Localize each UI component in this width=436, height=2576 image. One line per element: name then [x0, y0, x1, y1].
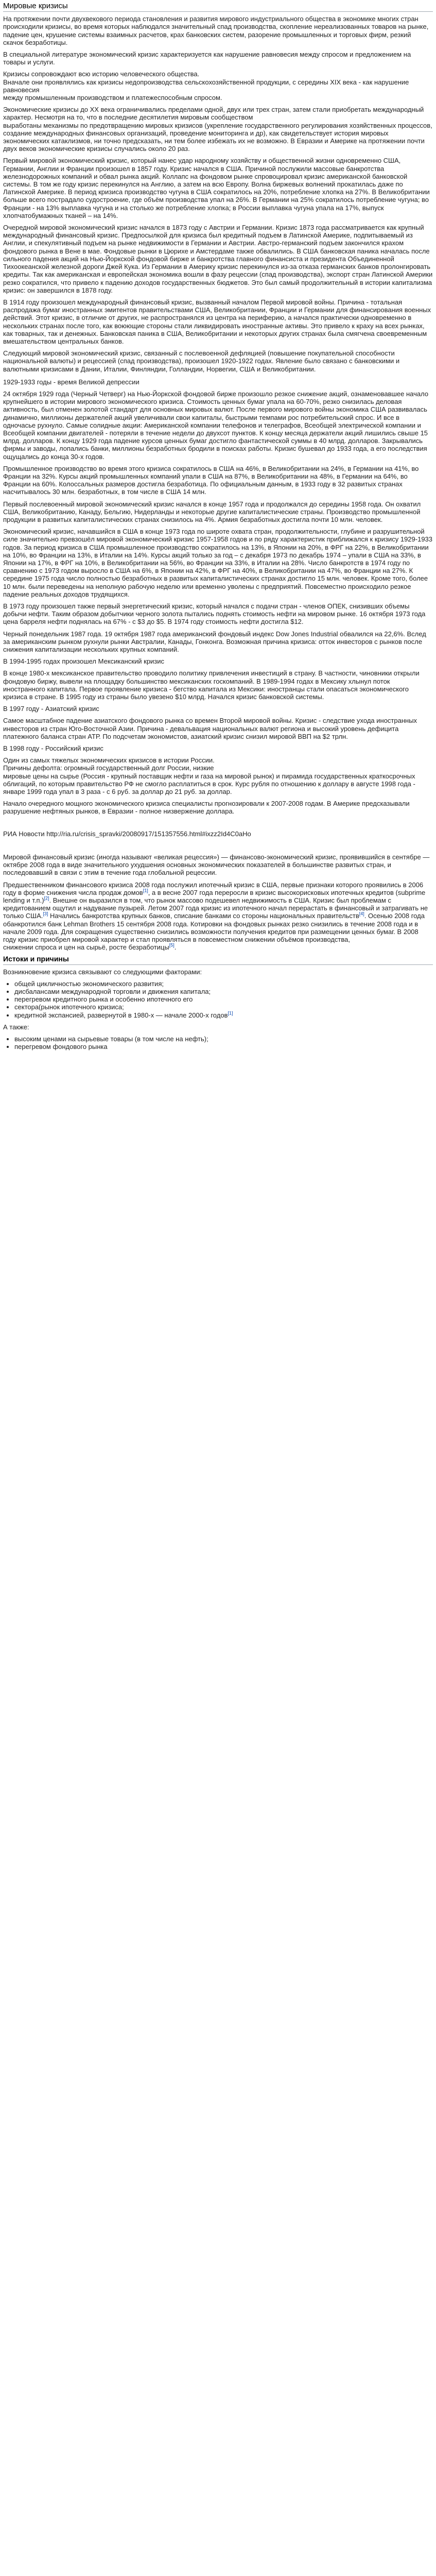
- footnote-ref[interactable]: [4]: [359, 911, 364, 917]
- paragraph: В 1914 году произошел международный финансовый кризис, вызванный началом Первой мировой войны. Причина - тотальная распродажа бумаг иностранных эмитентов правительствами США, Великобритании, Франции и Германии для финансирования военных действий. Этот кризис, в отличие от других, не распространялся из центра на периферию, а начался практически одновременно в нескольких странах после того, как воюющие стороны стали ликвидировать иностранные активы. Это привело к краху на всех рынках, как товарных, так и денежных. Банковская паника в США, Великобритании и некоторых других странах была смягчена своевременным вмешательством центральных банков.: [3, 298, 431, 345]
- paragraph: Экономический кризис, начавшийся в США в конце 1973 года по широте охвата стран, продолжительности, глубине и разрушительной силе значительно превзошёл мировой экономический кризис 1957-1958 годов и по ряду характеристик приближался к кризису 1929-1933 годов. За период кризиса в США промышленное производство сократилось на 13%, в Японии на 20%, в ФРГ на 22%, в Великобритании на 10%, во Франции на 13%, в Италии на 14%. Курсы акций только за год – с декабря 1973 по декабрь 1974 – упали в США на 33%, в Японии на 17%, в ФРГ на 10%, в Великобритании на 56%, во Франции на 33%, в Италии на 28%. Число банкротств в 1974 году по сравнению с 1973 годом выросло в США на 6%, в Японии на 42%, в ФРГ на 40%, в Великобритании на 47%, во Франции на 27%. К середине 1975 года число полностью безработных в развитых капиталистических странах достигло 15 млн. человек. Кроме того, более 10 млн. были переведены на неполную рабочую неделю или временно уволены с предприятий. Повсеместно происходило резкое падение реальных доходов трудящихся.: [3, 528, 433, 598]
- footnote-ref[interactable]: [1]: [143, 888, 148, 893]
- paragraph: Один из самых тяжелых экономических кризисов в истории России. Причины дефолта: огромный государственный долг России, низкие мировые цены на сырье (Россия - крупный поставщик нефти и газа на мировой рынок) и пирамида государственных краткосрочных облигаций, по которым правительство РФ не смогло расплатиться в срок. Курс рубля по отношению к доллару в августе 1998 года - январе 1999 года упал в 3 раза - с 6 руб. за доллар до 21 руб. за доллар.: [3, 756, 415, 796]
- also-intro: А также:: [3, 1023, 29, 1031]
- paragraph: В 1997 году - Азиатский кризис: [3, 705, 99, 713]
- footnote-ref[interactable]: [1]: [228, 1010, 233, 1016]
- list-item: • высоким ценами на сырьевые товары (в том числе на нефть);: [14, 1035, 433, 1043]
- list-item: • сектора(рынок ипотечного кризиса;: [14, 1003, 433, 1011]
- paragraph: В 1998 году - Российский кризис: [3, 744, 103, 753]
- list-item: • перегревом кредитного рынка и особенно ипотечного его: [14, 995, 433, 1003]
- paragraph-with-footnotes: [3, 881, 433, 952]
- section-heading: Истоки и причины: [3, 955, 433, 964]
- footnote-ref[interactable]: [3]: [43, 911, 48, 917]
- section-subtitle-great-depression: 1929-1933 годы - время Великой депрессии: [3, 378, 139, 386]
- list-item: • перегревом фондового рынка: [14, 1043, 433, 1050]
- paragraph: На протяжении почти двухвекового периода становления и развития мирового индустриального общества в экономике многих стран происходили кризисы, во время которых наблюдался значительный спад производства, скопление нереализованных товаров на рынке, падение цен, крушение системы взаимных расчетов, крах банковских систем, разорение промышленных и торговых фирм, резкий скачок безработицы.: [3, 15, 429, 46]
- source-link[interactable]: РИА Новости http://ria.ru/crisis_spravki/20080917/151357556.html#ixzz2Id4C0aHo: [3, 829, 251, 838]
- page-title: Мировые кризисы: [3, 2, 433, 12]
- article-body-part2: [3, 390, 433, 816]
- paragraph: Кризисы сопровождают всю историю человеческого общества. Вначале они проявлялись как кризисы недопроизводства сельскохозяйственной продукции, с середины XIX века - как нарушение равновесия между промышленным производством и платежеспособным спросом.: [3, 70, 409, 102]
- paragraph: В конце 1980-х мексиканское правительство проводило политику привлечения инвестиций в страну. В частности, чиновники открыли фондовую биржу, вывели на площадку большинство мексиканских госкомпаний. В 1989-1994 годах в Мексику хлынул поток иностранного капитала. Первое проявление кризиса - бегство капитала из Мексики: иностранцы стали опасаться экономического кризиса в стране. В 1995 году из страны было увезено $10 млрд. Начался кризис банковской системы.: [3, 669, 420, 701]
- paragraph: Самое масштабное падение азиатского фондового рынка со времен Второй мировой войны. Кризис - следствие ухода иностранных инвесторов из стран Юго-Восточной Азии. Причина - девальвация национальных валют региона и высокий уровень дефицита платежного баланса стран АТР. По подсчетам экономистов, азиатский кризис снизил мировой ВВП на $2 трлн.: [3, 717, 417, 740]
- paragraph: В 1994-1995 годах произошел Мексиканский кризис: [3, 657, 165, 666]
- paragraph-text: Предшественником финансового кризиса 2008 года послужил ипотечный кризис в США, первые признаки которого проявились в 2006 году в форме снижения числа продаж домов: [3, 880, 424, 896]
- paragraph: Первый мировой экономический кризис, который нанес удар народному хозяйству и общественной жизни одновременно США, Германии, Англии и Франции произошел в 1857 году. Кризис начался в США. Причиной послужили массовые банкротства железнодорожных компаний и обвал рынка акций. Коллапс на фондовом рынке спровоцировал кризис американской банковской системы. В том же году кризис перекинулся на Англию, а затем на всю Европу. Волна биржевых волнений прокатилась даже по Латинской Америке. В период кризиса производство чугуна в США сократилось на 20%, потребление хлопка на 27%. В Великобритании больше всего пострадало судостроение, где объём производства упал на 26%. В Германии на 25% сократилось потребление чугуна; во Франции - на 13% выплавка чугуна и на столько же потребление хлопка; в России выплавка чугуна упала на 17%, выпуск хлопчатобумажных тканей – на 14%.: [3, 157, 430, 219]
- also-list: [3, 1035, 433, 1050]
- list-item: • общей цикличностью экономического развития;: [14, 980, 433, 988]
- paragraph-text: .: [174, 943, 177, 952]
- paragraph: В 1973 году произошел также первый энергетический кризис, который начался с подачи стран - членов ОПЕК, снизивших объемы добычи нефти. Таким образом добытчики черного золота пытались поднять стоимость нефти на мировом рынке. 16 октября 1973 года цена барреля нефти поднялась на 67% - с $3 до $5. В 1974 году стоимость нефти достигла $12.: [3, 602, 426, 626]
- paragraph: 24 октября 1929 года (Черный Четверг) на Нью-Йоркской фондовой бирже произошло резкое снижение акций, ознаменовавшее начало крупнейшего в истории мирового экономического кризиса. Стоимость ценных бумаг упала на 60-70%, резко снизилась деловая активность, был отменен золотой стандарт для основных мировых валют. После первого мирового войны экономика США развивалась динамично, миллионы держателей акций увеличивали свои капиталы, быстрыми темпами рос потребительский спрос. И все в одночасье рухнуло. Самые солидные акции: Американской компании телефонов и телеграфов, Всеобщей электрической компании и Всеобщей компании двигателей - потеряли в течение недели до двухсот пунктов. К концу месяца держатели акций лишились свыше 15 млрд. долларов. К концу 1929 года падение курсов ценных бумаг достигло фантастической суммы в 40 млрд. долларов. Закрывались фирмы и заводы, лопались банки, миллионы безработных бродили в поисках работы. Кризис бушевал до 1933 года, а его последствия ощущались до конца 30-х годов.: [3, 389, 429, 461]
- paragraph-text: , а в весне 2007 года переросли в кризис высокорисковых ипотечных кредитов (subprime lending и т.п.): [3, 888, 426, 904]
- paragraph: Промышленное производство во время этого кризиса сократилось в США на 46%, в Великобритании на 24%, в Германии на 41%, во Франции на 32%. Курсы акций промышленных компаний упали в США на 87%, в Великобритании на 48%, в Германии на 64%, во Франции на 60%. Колоссальных размеров достигла безработица. По официальным данным, в 1933 году в 32 развитых странах насчитывалось 30 млн. безработных, в том числе в США 14 млн.: [3, 464, 419, 496]
- list-item-text: кредитной экспансией, развернутой в 1980-х — начале 2000-х годов: [14, 1011, 228, 1019]
- footnote-ref[interactable]: [5]: [169, 942, 175, 948]
- causes-list: [3, 980, 433, 1019]
- paragraph-text: . Осенью 2008 года обанкротился банк Lehman Brothers 15 сентября 2008 года. Котировки на фондовых рынках резко снизились в течение 2008 года и в начале 2009 года. Для сокращения существенно снизились возможности получения кредитов при размещении ценных бумаг. В 2008 году кризис приобрел мировой характер и стал проявляться в повсеместном снижении объёмов производства, снижении спроса и цен на сырьё, росте безработицы: [3, 912, 425, 952]
- paragraph: Следующий мировой экономический кризис, связанный с послевоенной дефляцией (повышение покупательной способности национальной валюты) и рецессией (спад производства), произошел 1920-1922 годах. Явление было связано с банковскими и валютными кризисами в Дании, Италии, Финляндии, Голландии, Норвегии, США и Великобритании.: [3, 349, 400, 373]
- paragraph-text: Начались банкротства крупных банков, списание банками со стороны национальных правительств: [48, 912, 359, 920]
- paragraph: Первый послевоенный мировой экономический кризис начался в конце 1957 года и продолжался до середины 1958 года. Он охватил США, Великобританию, Канаду, Бельгию, Нидерланды и некоторые другие капиталистические страны. Производство промышленной продукции в развитых капиталистических странах снизилось на 4%. Армия безработных достигла почти 10 млн. человек.: [3, 500, 421, 523]
- paragraph: Начало очередного мощного экономического кризиса специалисты прогнозировали к 2007-2008 годам. В Америке предсказывали разрушение нефтяных рынков, в Евразии - полное низвержение доллара.: [3, 800, 410, 816]
- list-item: • дисбалансами международной торговли и движения капитала;: [14, 988, 433, 995]
- paragraph: Экономические кризисы до XX века ограничивались пределами одной, двух или трех стран, затем стали приобретать международный характер. Несмотря на то, что в последние десятилетия мировым сообществом выработаны механизмы по предотвращению мировых кризисов (укрепление государственного регулирования хозяйственных процессов, создание международных финансовых организаций, проведение мониторинга и др), как свидетельствует история мировых экономических катаклизмов, ни точно предсказать, ни тем более избежать их не возможно. В Евразии и Америке на протяжении почти двух веков экономические кризисы случались около 20 раз.: [3, 106, 432, 153]
- paragraph: Черный понедельник 1987 года. 19 октября 1987 года американский фондовый индекс Dow Jones Industrial обвалился на 22,6%. Вслед за американским рынком рухнули рынки Австралии, Канады, Гонконга. Возможная причина кризиса: отток инвесторов с рынков после снижения капитализации нескольких крупных компаний.: [3, 630, 426, 654]
- list-item: [14, 1011, 433, 1019]
- paragraph: Мировой финансовый кризис (иногда называют «великая рецессия») — финансово-экономический кризис, проявившийся в сентябре — октябре 2008 года в виде значительного ухудшения основных экономических показателей в большинстве развитых стран, и последовавший в связи с этим в течение года глобальной рецессии.: [3, 853, 430, 877]
- paragraph: Очередной мировой экономический кризис начался в 1873 году с Австрии и Германии. Кризис 1873 года рассматривается как крупный международный финансовый кризис. Предпосылкой для кризиса был кредитный подъем в Латинской Америке, подпитываемый из Англии, и спекулятивный подъем на рынке недвижимости в Германии и Австрии. Австро-германский подъем закончился крахом фондового рынка в Вене в мае. Фондовые рынки в Цюрихе и Амстердаме также обвалились. В США банковская паника началась после сильного падения акций на Нью-Йоркской фондовой бирже и банкротства главного финансиста и президента Объединенной Тихоокеанской железной дороги Джей Кука. Из Германии в Америку кризис перекинулся из-за отказа германских банков пролонгировать кредиты. Так как американская и европейская экономика вошли в фазу рецессии (спад производства), экспорт стран Латинской Америки резко сократился, что привело к падению доходов государственных бюджетов. Это был самый продолжительный в истории капитализма кризис: он завершился в 1878 году.: [3, 224, 433, 294]
- article: [0, 0, 436, 1065]
- article-body-part1: [3, 15, 433, 373]
- article-body-part3: [3, 853, 433, 951]
- paragraph: В специальной литературе экономический кризис характеризуется как нарушение равновесия между спросом и предложением на товары и услуги.: [3, 50, 411, 66]
- paragraph-text: . Внешне он выразился в том, что рынок массово подешевел недвижимость в США. Кризис был проблемам с кредитованием ощутил и надувание пузырей. Летом 2007 года кризис из ипотечного начал перерастать в финансовый и затрагивать не только США.: [3, 896, 428, 920]
- footnote-ref[interactable]: [2]: [44, 895, 49, 901]
- causes-intro: Возникновение кризиса связывают со следующими факторами:: [3, 968, 202, 976]
